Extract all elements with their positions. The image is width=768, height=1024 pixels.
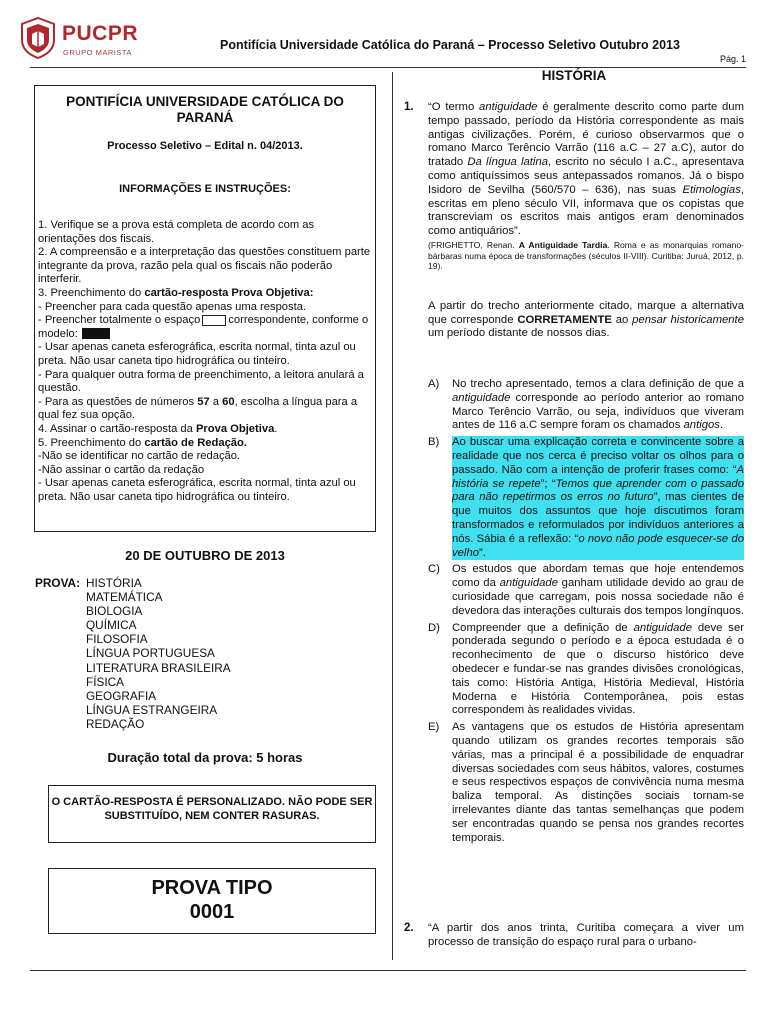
prova-tipo-box: [48, 868, 376, 934]
instructions-list: [38, 219, 371, 504]
exam-duration: Duração total da prova: 5 horas: [107, 750, 303, 765]
subject-item: FÍSICA: [86, 674, 125, 689]
header-title: Pontifícia Universidade Católica do Paraná – Processo Seletivo Outubro 2013: [220, 38, 680, 52]
instruction-12: -Não assinar o cartão da redação: [38, 463, 205, 476]
question-1-citation: (FRIGHETTO, Renan. A Antiguidade Tardia. Roma e as monarquias romano-bárbaras numa época de transformações (séculos II-VIII). Curitiba: Juruá, 2012, p. 19).: [428, 239, 744, 272]
pucpr-crest-icon: [18, 16, 58, 60]
subject-list: [86, 576, 231, 731]
empty-bubble-sample: [202, 315, 226, 326]
subject-item: LÍNGUA ESTRANGEIRA: [86, 702, 218, 717]
instruction-6: - Usar apenas caneta esferográfica, escrita normal, tinta azul ou preta. Não usar caneta tipo hidrográfica ou tinteiro.: [38, 341, 356, 367]
subject-item: BIOLOGIA: [86, 604, 143, 619]
option-text: As vantagens que os estudos de História apresentam quando utilizam os grandes recortes temporais são várias, mas a principal é a possibilidade de enquadrar diversas sociedades com seus hábitos, valores, costumes e seus respectivos espaços de convivência numa mesma baliza temporal. As distinções sociais tornam-se irrelevantes diante das tantas semelhanças que podem ser encontradas quando se pensa nos grandes recortes temporais.: [452, 721, 744, 844]
option-letter: E): [428, 721, 440, 734]
university-name: PONTIFÍCIA UNIVERSIDADE CATÓLICA DO PARANÁ: [66, 94, 344, 125]
option-letter: B): [428, 436, 440, 449]
option-e[interactable]: [428, 721, 744, 845]
instruction-9: 4. Assinar o cartão-resposta da Prova Objetiva.: [38, 422, 278, 435]
edital: Processo Seletivo – Edital n. 04/2013.: [107, 140, 303, 152]
question-1-text: [428, 101, 744, 341]
option-text: No trecho apresentado, temos a clara definição de que a antiguidade corresponde ao período anterior ao romano Marco Terêncio Varrão, ou seja, indivíduos que viveram antes de 116 a.C sempre foram os chamados antigos.: [452, 378, 744, 432]
prova-label: PROVA:: [35, 576, 81, 590]
instructions-title: INFORMAÇÕES E INSTRUÇÕES:: [119, 183, 291, 195]
question-1-options: [428, 378, 744, 848]
instruction-8: - Para as questões de números 57 a 60, escolha a língua para a qual fez sua opção.: [38, 395, 358, 422]
question-1-prompt: A partir do trecho anteriormente citado, marque a alternativa que corresponde CORRETAMENTE ao pensar historicamente um período distante de nossos dias.: [428, 299, 744, 340]
option-text: Os estudos que abordam temas que hoje entendemos como da antiguidade ganham utilidade devido ao grau de curiosidade que carregam, pois nossa sociedade não é devedora das interações culturais dos tempos longínquos.: [452, 563, 745, 617]
instruction-3: 3. Preenchimento do cartão-resposta Prova Objetiva:: [38, 286, 314, 299]
instruction-11: -Não se identificar no cartão de redação.: [38, 450, 241, 463]
prova-tipo-label: PROVA TIPO: [151, 877, 273, 899]
subject-item: LITERATURA BRASILEIRA: [86, 660, 231, 675]
subject-item: REDAÇÃO: [86, 716, 145, 731]
logo-text: PUCPR: [62, 22, 139, 45]
instruction-7: - Para qualquer outra forma de preenchimento, a leitora anulará a questão.: [38, 368, 364, 395]
logo-subtext: GRUPO MARISTA: [63, 48, 132, 57]
subject-heading: HISTÓRIA: [541, 68, 607, 83]
subject-item: LÍNGUA PORTUGUESA: [86, 646, 215, 661]
column-divider: [392, 72, 393, 960]
option-c[interactable]: [428, 563, 744, 618]
option-text: Compreender que a definição de antiguidade deve ser ponderada segundo o período e a época estudada é o reconhecimento de que o discurso histórico deve obedecer e fundar-se nas grandes divisões cronológicas, tais como: História Antiga, História Medieval, História Moderna e História Contemporânea, pois estas correspondem às realidades vividas.: [452, 621, 745, 717]
option-text: Ao buscar uma explicação correta e convincente sobre a realidade que nos cerca é preciso voltar os olhos para o passado. Não com a intenção de proferir frases como: “A história se repete”; “Temos que aprender com o passado para não repetirmos os erros no futuro”, mas cientes de que muitos dos assuntos que hoje discutimos foram transformados e reformulados por indivíduos anteriores a nós. Sábia é a reflexão: “o novo não pode esquecer-se do velho”.: [452, 436, 744, 559]
prova-tipo-number: 0001: [189, 901, 235, 923]
cartao-notice: O CARTÃO-RESPOSTA É PERSONALIZADO. NÃO PODE SER SUBSTITUÍDO, NEM CONTER RASURAS.: [51, 796, 373, 822]
instructions-box: [34, 85, 376, 532]
page-number: Pág. 1: [719, 54, 746, 64]
question-2-text: “A partir dos anos trinta, Curitiba começara a viver um processo de transição do espaço rural para o urbano-: [428, 922, 744, 948]
question-2-number: 2.: [404, 922, 414, 934]
filled-bubble-sample: [82, 328, 110, 339]
option-letter: A): [428, 378, 440, 390]
option-a[interactable]: [428, 378, 744, 433]
option-d[interactable]: [428, 622, 744, 719]
instruction-1: 1. Verifique se a prova está completa de acordo com as orientações dos fiscais.: [38, 219, 315, 245]
instruction-13: - Usar apenas caneta esferográfica, escrita normal, tinta azul ou preta. Não usar caneta tipo hidrográfica ou tinteiro.: [38, 477, 356, 503]
question-1-quote: “O termo antiguidade é geralmente descrito como parte dum tempo passado, período da História correspondente as mais antigas civilizações. Porém, é curioso observarmos que o romano Marco Terêncio Varrão (116 a.C – 27 a.C), autor do tratado Da língua latina, escrito no século I a.C., apresentava como antiquíssimos seus antepassados romanos. Já o bispo Isidoro de Sevilha (560/570 – 636), nas suas Etimologias, escritas em pleno século VII, informava que os copistas que transcreviam os escritos mais antigos eram denominados como antiquários”.: [428, 101, 745, 238]
instruction-5: - Preencher totalmente o espaço correspondente, conforme o modelo:: [38, 314, 369, 340]
subject-item: GEOGRAFIA: [86, 688, 157, 703]
subject-item: QUÍMICA: [86, 618, 137, 633]
subject-item: FILOSOFIA: [86, 632, 148, 647]
question-1-number: 1.: [404, 101, 414, 113]
option-letter: D): [428, 621, 440, 634]
cartao-notice-box: [48, 785, 376, 843]
footer-rule: [30, 970, 746, 971]
pucpr-logo: [16, 14, 156, 64]
instruction-10: 5. Preenchimento do cartão de Redação.: [38, 436, 247, 449]
instruction-2: 2. A compreensão e a interpretação das questões constituem parte integrante da prova, razão pela qual os fiscais não poderão interferir.: [38, 246, 371, 286]
subject-item: MATEMÁTICA: [86, 590, 163, 605]
option-letter: C): [428, 563, 440, 576]
subject-item: HISTÓRIA: [86, 576, 142, 590]
option-b-highlighted[interactable]: [428, 436, 744, 560]
exam-date: 20 DE OUTUBRO DE 2013: [125, 548, 285, 563]
instruction-4: - Preencher para cada questão apenas uma resposta.: [38, 300, 307, 313]
